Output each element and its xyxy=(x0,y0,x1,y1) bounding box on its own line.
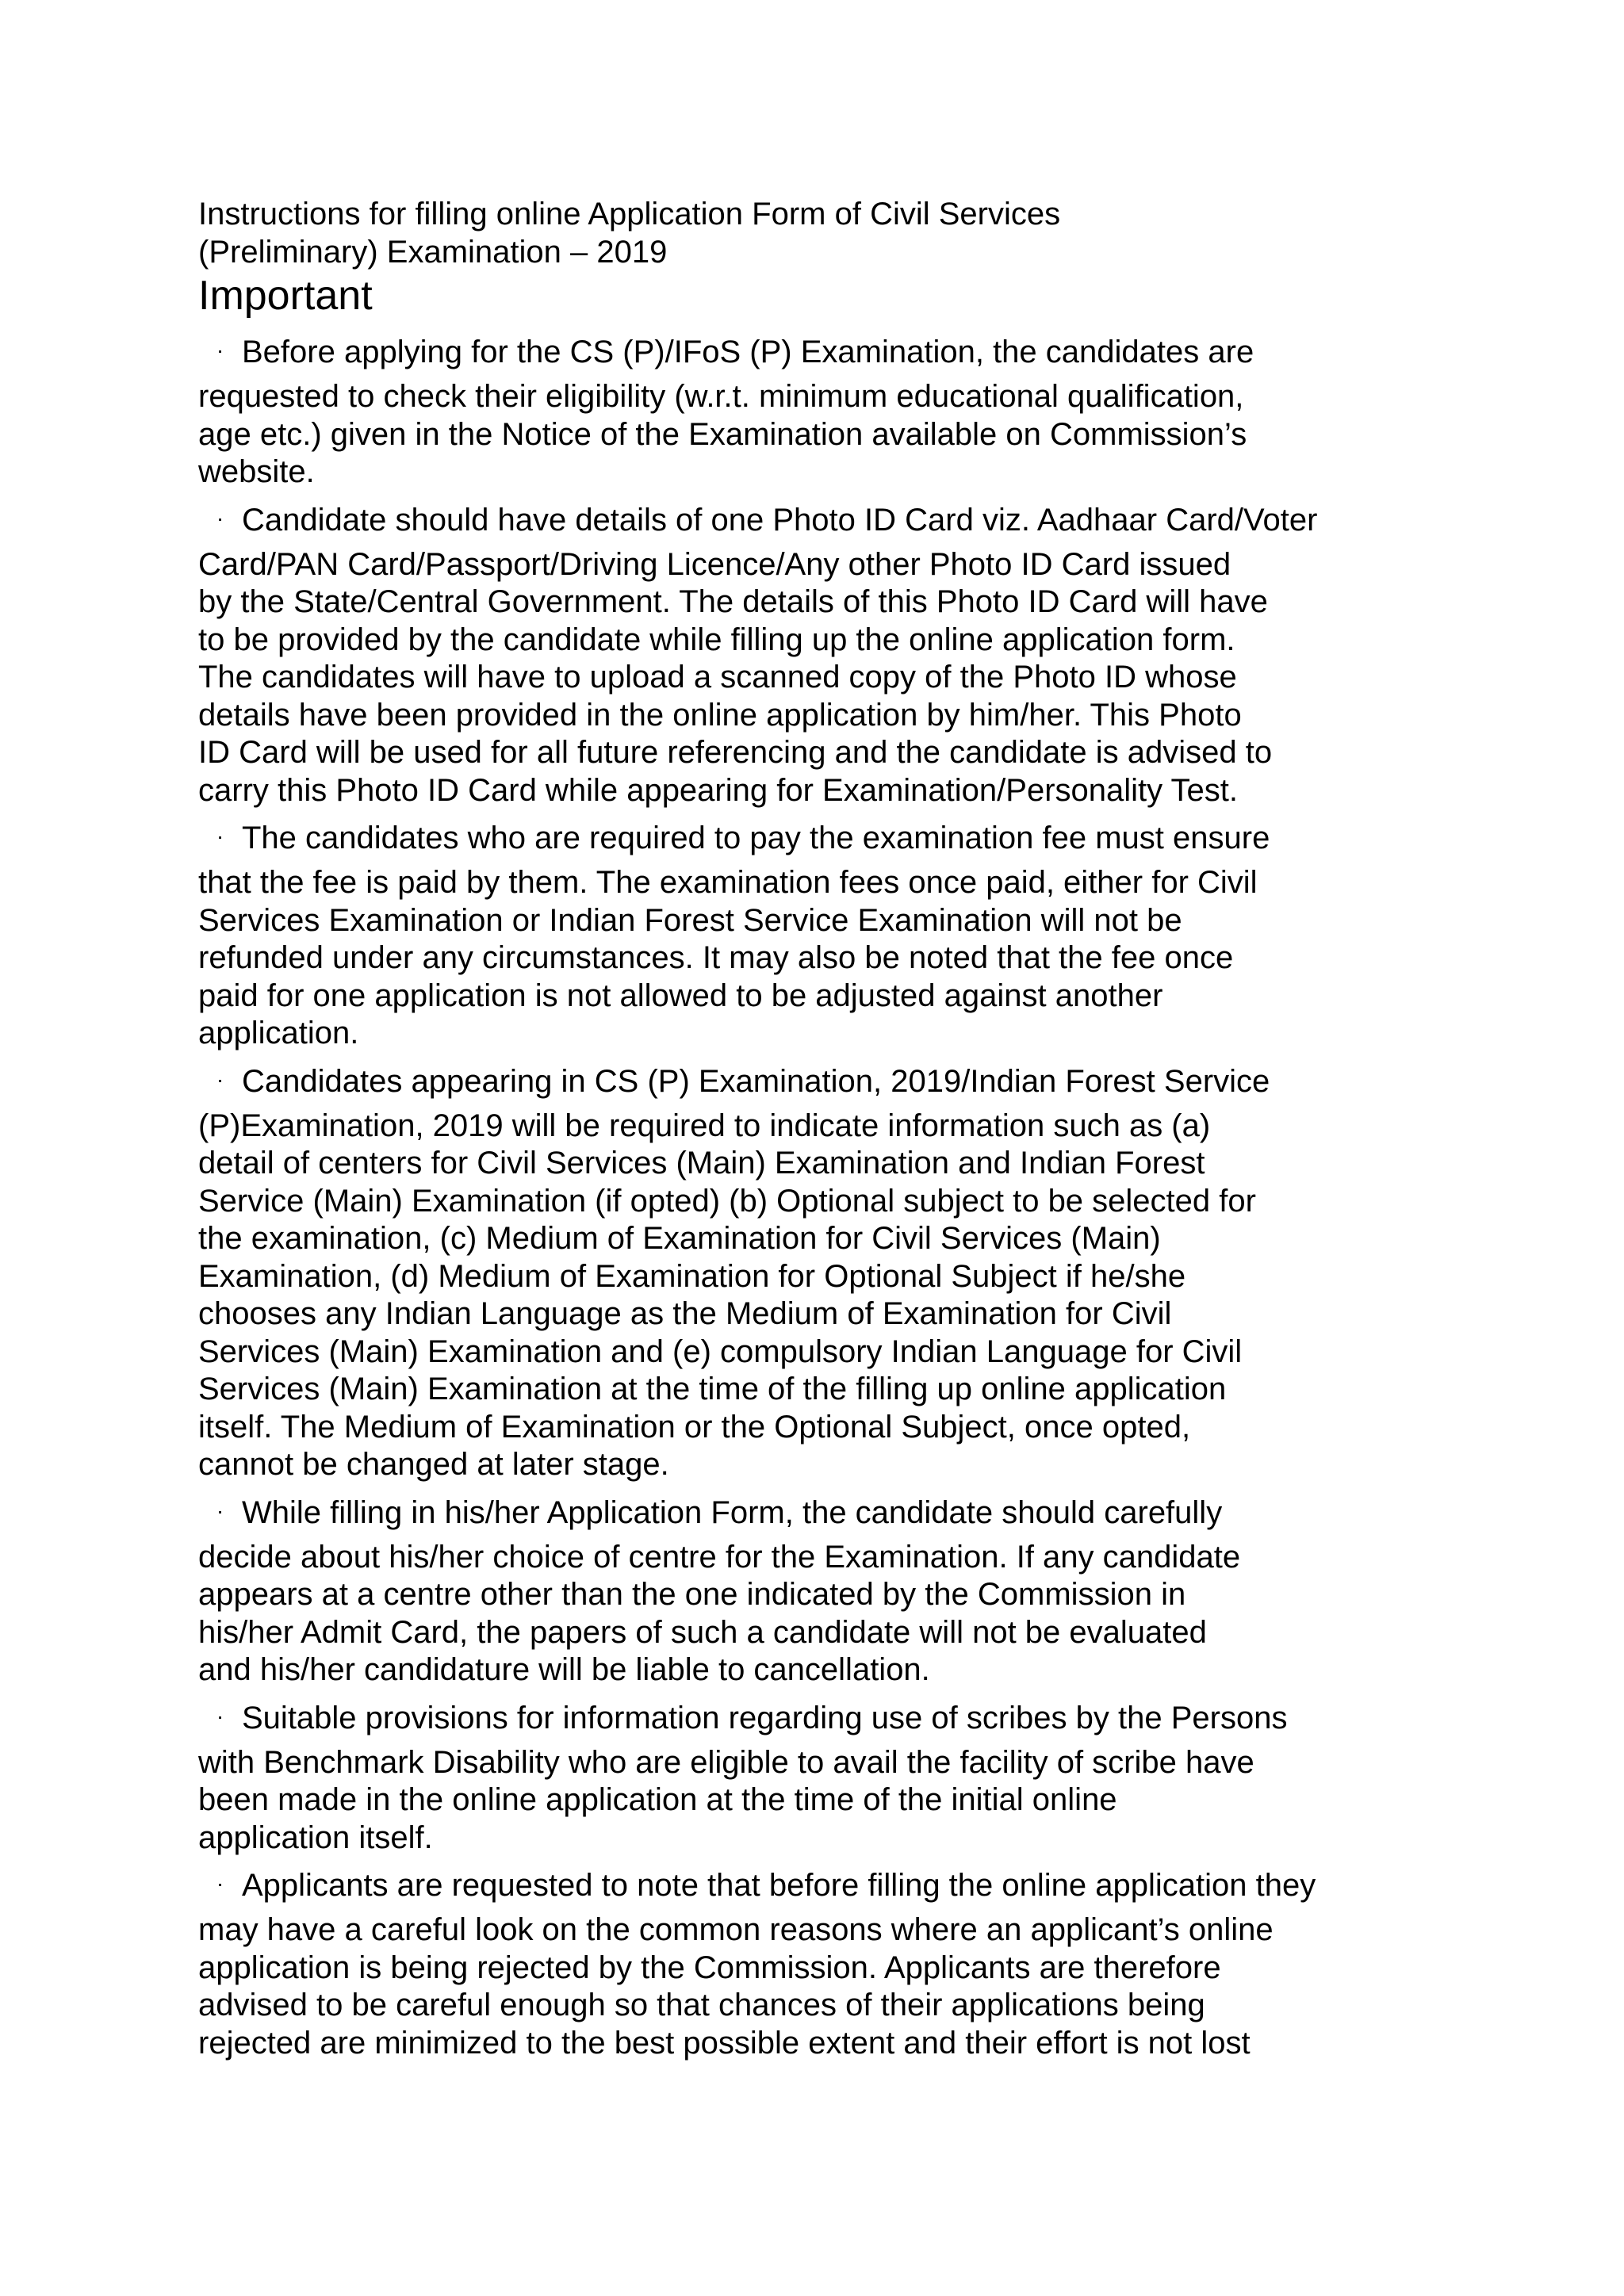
instruction-first-line-text: Candidates appearing in CS (P) Examination, 2019/Indian Forest Service xyxy=(242,1063,1270,1099)
instruction-first-line xyxy=(198,1061,1435,1100)
instruction-line: cannot be changed at later stage. xyxy=(198,1447,669,1482)
instruction-first-line-text: Suitable provisions for information regarding use of scribes by the Persons xyxy=(242,1700,1288,1735)
instruction-first-line xyxy=(198,817,1435,857)
instruction-item xyxy=(198,1492,1435,1689)
bullet-icon: · xyxy=(216,1066,224,1092)
instruction-line: by the State/Central Government. The details of this Photo ID Card will have xyxy=(198,584,1268,619)
instruction-line: Card/PAN Card/Passport/Driving Licence/Any other Photo ID Card issued xyxy=(198,546,1231,582)
instruction-line: details have been provided in the online application by him/her. This Photo xyxy=(198,697,1242,733)
instruction-body xyxy=(198,864,1435,1053)
instruction-line: his/her Admit Card, the papers of such a candidate will not be evaluated xyxy=(198,1614,1207,1650)
instruction-body xyxy=(198,546,1435,810)
instruction-first-line-text: The candidates who are required to pay the examination fee must ensure xyxy=(242,821,1270,855)
instruction-body xyxy=(198,1108,1435,1484)
instruction-line: Services (Main) Examination and (e) compulsory Indian Language for Civil xyxy=(198,1334,1243,1369)
instruction-first-line xyxy=(198,331,1435,371)
bullet-icon: · xyxy=(216,1871,224,1896)
instruction-item xyxy=(198,499,1435,810)
title-line: Instructions for filling online Application Form of Civil Services xyxy=(198,197,1061,232)
instruction-first-line-text: Before applying for the CS (P)/IFoS (P) Examination, the candidates are xyxy=(242,335,1254,369)
instruction-line: that the fee is paid by them. The examination fees once paid, either for Civil xyxy=(198,865,1258,900)
document-content xyxy=(198,195,1435,2070)
instruction-line: Services Examination or Indian Forest Service Examination will not be xyxy=(198,902,1182,938)
instruction-line: The candidates will have to upload a scanned copy of the Photo ID whose xyxy=(198,660,1237,695)
bullet-icon: · xyxy=(216,1703,224,1728)
instruction-first-line-text: Applicants are requested to note that before filling the online application they xyxy=(242,1868,1316,1903)
instruction-line: requested to check their eligibility (w.r.t. minimum educational qualification, xyxy=(198,379,1244,414)
instruction-line: application itself. xyxy=(198,1820,433,1855)
instruction-line: website. xyxy=(198,454,315,489)
title-line: (Preliminary) Examination – 2019 xyxy=(198,235,668,270)
instruction-line: Service (Main) Examination (if opted) (b) Optional subject to be selected for xyxy=(198,1183,1256,1219)
section-heading: Important xyxy=(198,273,373,319)
bullet-icon: · xyxy=(216,1498,224,1523)
instruction-line: carry this Photo ID Card while appearing for Examination/Personality Test. xyxy=(198,772,1238,808)
instruction-line: chooses any Indian Language as the Medium of Examination for Civil xyxy=(198,1296,1172,1331)
instruction-line: rejected are minimized to the best possible extent and their effort is not lost xyxy=(198,2025,1251,2061)
bullet-icon: · xyxy=(216,338,224,362)
instruction-line: to be provided by the candidate while filling up the online application form. xyxy=(198,622,1235,657)
instruction-line: application. xyxy=(198,1016,359,1050)
instruction-line: appears at a centre other than the one indicated by the Commission in xyxy=(198,1577,1186,1612)
bullet-icon: · xyxy=(216,824,224,848)
bullet-icon: · xyxy=(216,505,224,530)
instruction-line: may have a careful look on the common reasons where an applicant’s online xyxy=(198,1912,1274,1947)
instruction-line: advised to be careful enough so that chances of their applications being xyxy=(198,1988,1205,2022)
instruction-first-line xyxy=(198,1492,1435,1532)
instruction-body xyxy=(198,1911,1435,2062)
instruction-body xyxy=(198,1744,1435,1858)
instruction-first-line-text: While filling in his/her Application Form, the candidate should carefully xyxy=(242,1494,1223,1530)
instruction-item xyxy=(198,1865,1435,2062)
instruction-item xyxy=(198,817,1435,1053)
instruction-line: application is being rejected by the Commission. Applicants are therefore xyxy=(198,1950,1221,1985)
instruction-line: and his/her candidature will be liable to cancellation. xyxy=(198,1652,930,1687)
instruction-line: age etc.) given in the Notice of the Examination available on Commission’s xyxy=(198,416,1247,452)
instruction-line: Examination, (d) Medium of Examination for Optional Subject if he/she xyxy=(198,1258,1186,1294)
instruction-line: detail of centers for Civil Services (Main) Examination and Indian Forest xyxy=(198,1146,1205,1181)
instruction-line: the examination, (c) Medium of Examination for Civil Services (Main) xyxy=(198,1221,1161,1256)
instruction-item xyxy=(198,1061,1435,1484)
instruction-item xyxy=(198,331,1435,492)
instruction-line: been made in the online application at the time of the initial online xyxy=(198,1782,1117,1817)
instruction-list xyxy=(198,331,1435,2062)
instruction-line: with Benchmark Disability who are eligible to avail the facility of scribe have xyxy=(198,1744,1254,1780)
document-title xyxy=(198,195,1435,271)
instruction-item xyxy=(198,1697,1435,1858)
instruction-line: itself. The Medium of Examination or the Optional Subject, once opted, xyxy=(198,1409,1191,1445)
instruction-line: decide about his/her choice of centre for the Examination. If any candidate xyxy=(198,1539,1241,1575)
instruction-line: refunded under any circumstances. It may also be noted that the fee once xyxy=(198,940,1234,975)
instruction-body xyxy=(198,378,1435,492)
instruction-line: Services (Main) Examination at the time of the filling up online application xyxy=(198,1372,1227,1406)
instruction-line: paid for one application is not allowed to be adjusted against another xyxy=(198,978,1163,1013)
instruction-line: ID Card will be used for all future referencing and the candidate is advised to xyxy=(198,735,1273,770)
instruction-first-line xyxy=(198,499,1435,539)
instruction-first-line xyxy=(198,1697,1435,1737)
instruction-first-line-text: Candidate should have details of one Photo ID Card viz. Aadhaar Card/Voter xyxy=(242,502,1318,538)
instruction-first-line xyxy=(198,1865,1435,1904)
instruction-line: (P)Examination, 2019 will be required to indicate information such as (a) xyxy=(198,1108,1211,1143)
instruction-body xyxy=(198,1539,1435,1689)
